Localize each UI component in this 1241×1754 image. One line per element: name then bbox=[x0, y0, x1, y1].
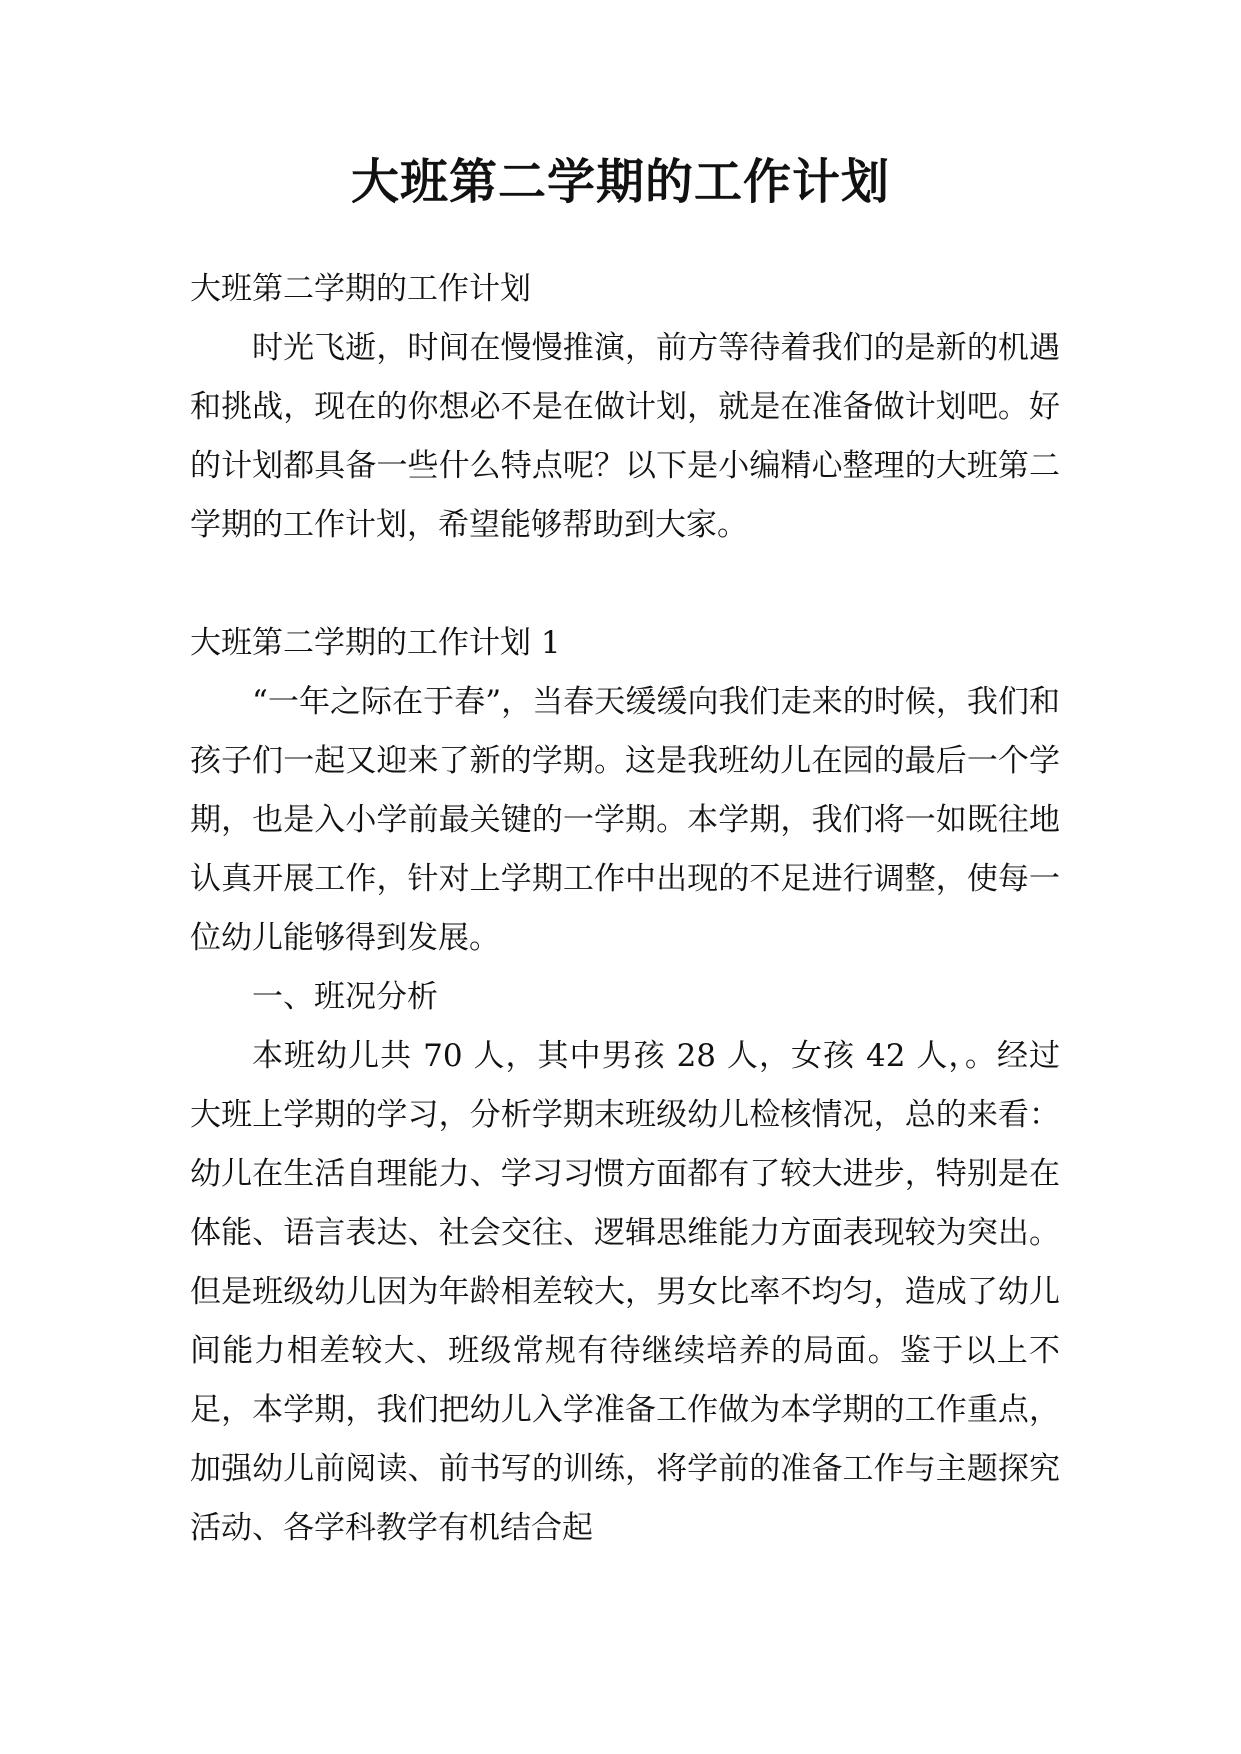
document-title: 大班第二学期的工作计划 bbox=[350, 154, 890, 210]
paragraph-spacer bbox=[190, 555, 1060, 614]
intro-paragraph: 时光飞逝，时间在慢慢推演，前方等待着我们的是新的机遇和挑战，现在的你想必不是在做计划，就是在准备做计划吧。好的计划都具备一些什么特点呢？以下是小编精心整理的大班第二学期的工作计划，希望能够帮助到大家。 bbox=[190, 330, 1060, 543]
class-analysis-paragraph: 本班幼儿共 70 人，其中男孩 28 人，女孩 42 人，。经过大班上学期的学习，分析学期末班级幼儿检核情况，总的来看：幼儿在生活自理能力、学习习惯方面都有了较大进步，特别是在体能、语言表达、社会交往、逻辑思维能力方面表现较为突出。但是班级幼儿因为年龄相差较大，男女比率不均匀，造成了幼儿间能力相差较大、班级常规有待继续培养的局面。鉴于以上不足，本学期，我们把幼儿入学准备工作做为本学期的工作重点，加强幼儿前阅读、前书写的训练，将学前的准备工作与主题探究活动、各学科教学有机结合起 bbox=[190, 1038, 1060, 1546]
section-heading: 大班第二学期的工作计划 1 bbox=[190, 625, 561, 661]
section-paragraph: “一年之际在于春”，当春天缓缓向我们走来的时候，我们和孩子们一起又迎来了新的学期。这是我班幼儿在园的最后一个学期，也是入小学前最关键的一学期。本学期，我们将一如既往地认真开展工作，针对上学期工作中出现的不足进行调整，使每一位幼儿能够得到发展。 bbox=[190, 684, 1060, 956]
document-subtitle: 大班第二学期的工作计划 bbox=[190, 271, 531, 307]
document-body bbox=[190, 260, 1060, 1558]
subsection-heading: 一、班况分析 bbox=[252, 979, 438, 1015]
